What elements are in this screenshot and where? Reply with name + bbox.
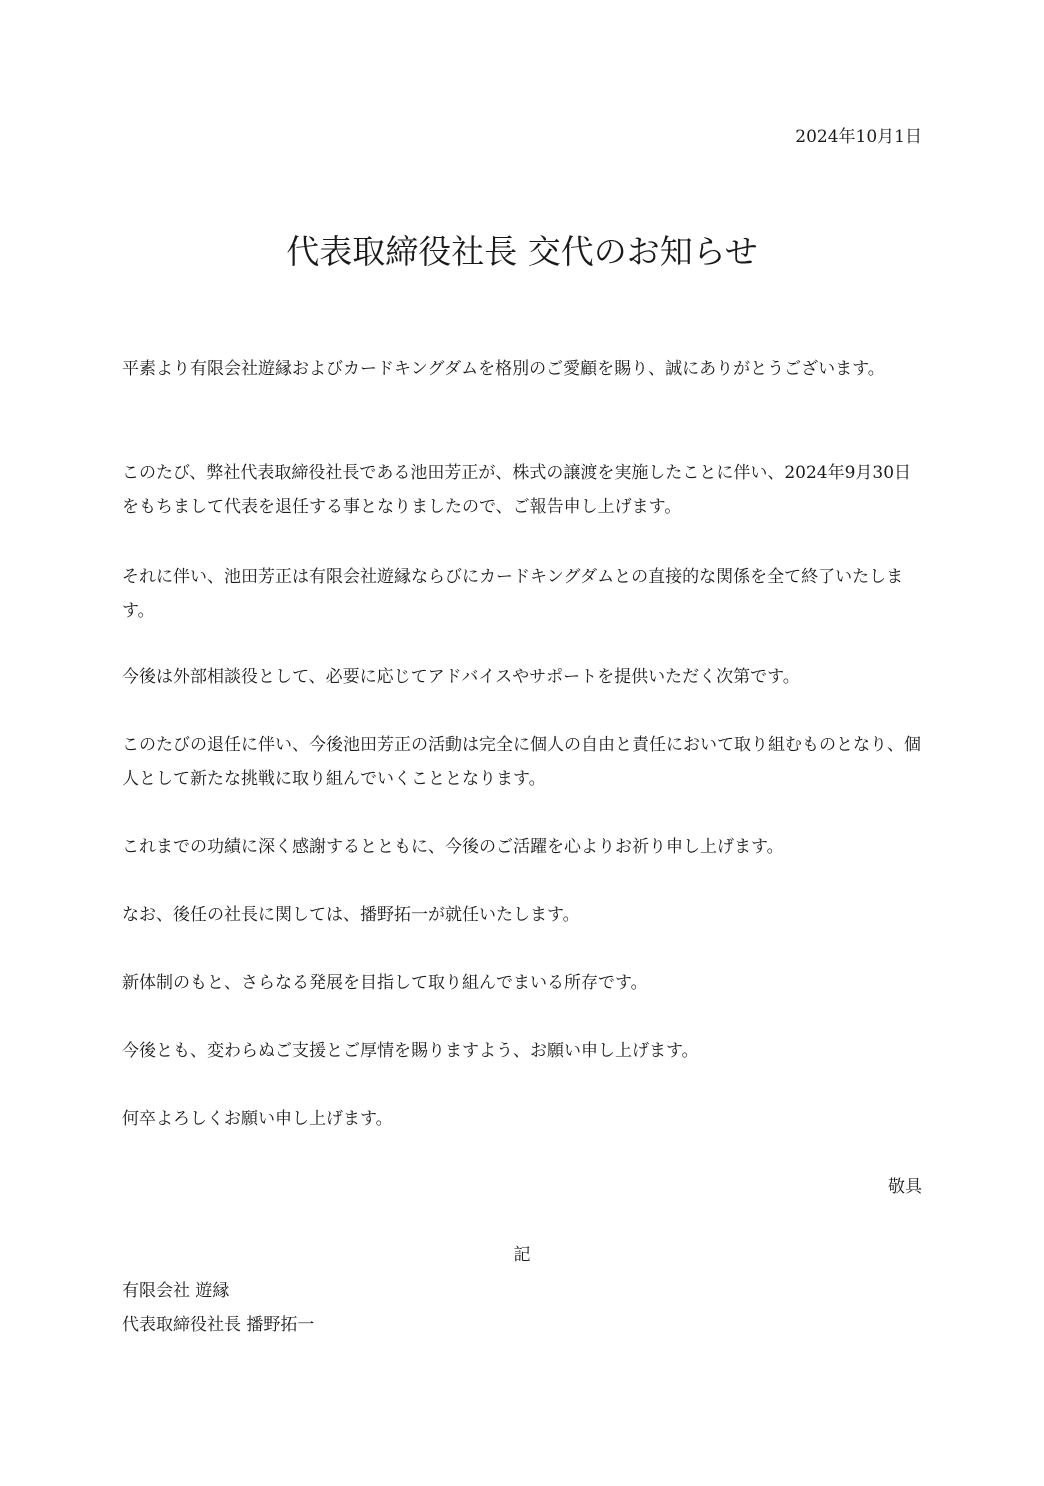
paragraph-final-request: 何卒よろしくお願い申し上げます。 — [122, 1109, 393, 1129]
paragraph-successor: なお、後任の社長に関しては、播野拓一が就任いたします。 — [122, 905, 580, 925]
signature-representative: 代表取締役社長 播野拓一 — [122, 1315, 315, 1335]
paragraph-new-structure: 新体制のもと、さらなる発展を目指して取り組んでまいる所存です。 — [122, 973, 648, 993]
paragraph-support-request: 今後とも、変わらぬご支援とご厚情を賜りますよう、お願い申し上げます。 — [122, 1041, 699, 1061]
paragraph-future-activity: このたびの退任に伴い、今後池田芳正の活動は完全に個人の自由と責任において取り組むものとなり、個人として新たな挑戦に取り組んでいくこととなります。 — [122, 735, 921, 789]
signature-company: 有限会社 遊縁 — [122, 1281, 230, 1301]
paragraph-advisor: 今後は外部相談役として、必要に応じてアドバイスやサポートを提供いただく次第です。 — [122, 667, 800, 687]
paragraph-greeting: 平素より有限会社遊縁およびカードキングダムを格別のご愛顧を賜り、誠にありがとうございます。 — [122, 359, 885, 379]
paragraph-resignation: このたび、弊社代表取締役社長である池田芳正が、株式の譲渡を実施したことに伴い、2024年9月30日をもちまして代表を退任する事となりましたので、ご報告申し上げます。 — [122, 463, 912, 517]
ki-marker: 記 — [513, 1245, 531, 1265]
document-date: 2024年10月1日 — [795, 127, 922, 147]
paragraph-gratitude: これまでの功績に深く感謝するとともに、今後のご活躍を心よりお祈り申し上げます。 — [122, 837, 784, 857]
paragraph-relationship-end: それに伴い、池田芳正は有限会社遊縁ならびにカードキングダムとの直接的な関係を全て終了いたします。 — [122, 567, 904, 621]
closing-keigu: 敬具 — [888, 1177, 922, 1197]
document-title: 代表取締役社長 交代のお知らせ — [286, 232, 758, 271]
